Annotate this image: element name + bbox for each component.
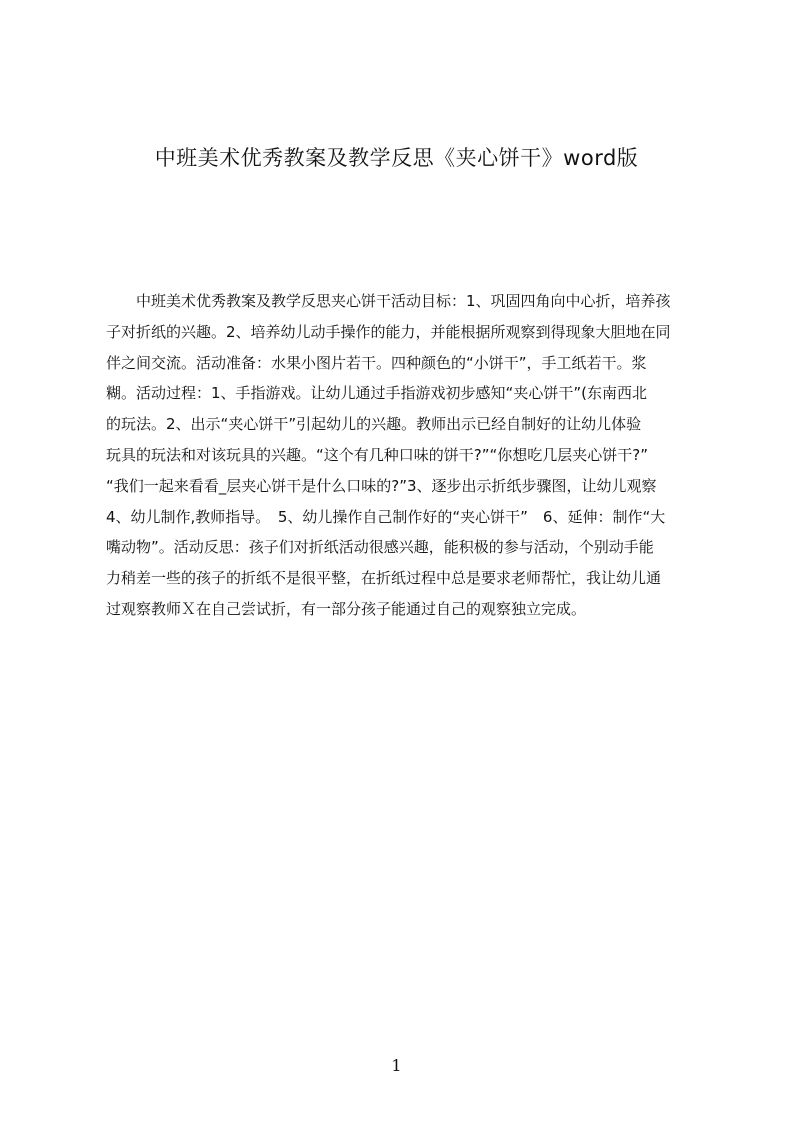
body-line: 过观察教师Ｘ在自己尝试折，有一部分孩子能通过自己的观察独立完成。 (106, 599, 587, 618)
body-line: 中班美术优秀教案及教学反思夹心饼干活动目标：1、巩固四角向中心折，培养孩 (106, 292, 671, 310)
body-line: “我们一起来看看_层夹心饼干是什么口味的?”3、逐步出示折纸步骤图，让幼儿观察 (106, 476, 657, 495)
body-line: 伴之间交流。活动准备：水果小图片若干。四种颜色的“小饼干”，手工纸若干。浆 (106, 353, 647, 372)
body-line: 嘴动物”。活动反思：孩子们对折纸活动很感兴趣，能积极的参与活动，个别动手能 (106, 538, 654, 557)
body-line: 力稍差一些的孩子的折纸不是很平整，在折纸过程中总是要求老师帮忙，我让幼儿通 (106, 569, 662, 588)
document-body (106, 286, 698, 625)
body-line: 4、幼儿制作,教师指导。 5、幼儿操作自己制作好的“夹心饼干” 6、延伸：制作“大 (106, 507, 666, 526)
document-title: 中班美术优秀教案及教学反思《夹心饼干》word版 (154, 146, 639, 170)
page-number: 1 (391, 1056, 402, 1075)
body-line: 玩具的玩法和对该玩具的兴趣。“这个有几种口味的饼干?”“你想吃几层夹心饼干?” (106, 445, 649, 464)
body-line: 糊。活动过程：1、手指游戏。让幼儿通过手指游戏初步感知“夹心饼干”(东南西北 (106, 384, 647, 403)
body-line: 子对折纸的兴趣。2、培养幼儿动手操作的能力，并能根据所观察到得现象大胆地在同 (106, 322, 671, 341)
body-line: 的玩法。2、出示“夹心饼干”引起幼儿的兴趣。教师出示已经自制好的让幼儿体验 (106, 415, 642, 434)
